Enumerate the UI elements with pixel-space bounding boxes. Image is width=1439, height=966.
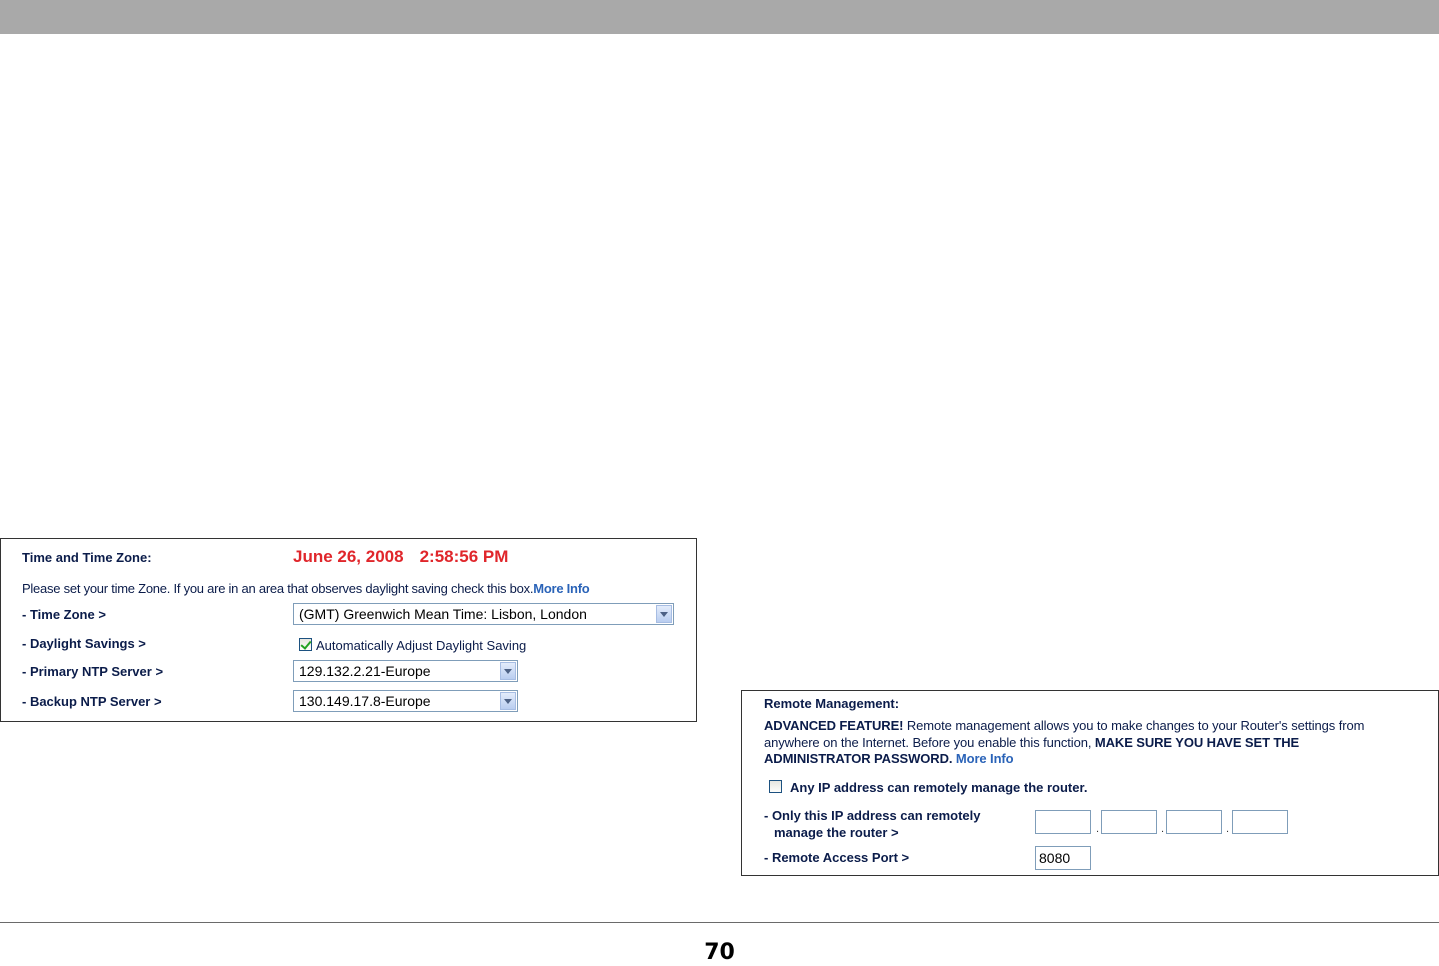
- remote-management-panel: [741, 690, 1439, 876]
- only-ip-label: [764, 807, 981, 841]
- current-time: 2:58:56 PM: [419, 547, 509, 566]
- description-line-2: anywhere on the Internet. Before you enable this function,: [764, 734, 1095, 750]
- any-ip-checkbox-label: Any IP address can remotely manage the router.: [790, 780, 1088, 795]
- time-zone-panel-title: Time and Time Zone:: [22, 550, 152, 565]
- remote-access-port-input[interactable]: 8080: [1035, 846, 1091, 870]
- primary-ntp-label: - Primary NTP Server >: [22, 664, 164, 679]
- ip-octet-2-input[interactable]: [1101, 810, 1157, 834]
- any-ip-checkbox[interactable]: [769, 780, 782, 793]
- time-zone-select[interactable]: [293, 603, 674, 625]
- time-zone-instruction: [22, 581, 589, 596]
- daylight-saving-checkbox[interactable]: [299, 638, 312, 651]
- current-datetime: [293, 547, 508, 567]
- advanced-feature-warning: ADVANCED FEATURE!: [764, 718, 904, 733]
- remote-access-port-label: - Remote Access Port >: [764, 850, 910, 865]
- backup-ntp-select[interactable]: [293, 690, 518, 712]
- only-ip-label-line-2: manage the router >: [774, 825, 899, 840]
- ip-octet-4-input[interactable]: [1232, 810, 1288, 834]
- remote-management-more-info-link[interactable]: More Info: [955, 751, 1014, 766]
- only-ip-label-line-1: - Only this IP address can remotely: [764, 808, 981, 823]
- primary-ntp-select[interactable]: [293, 660, 518, 682]
- ip-separator: .: [1161, 823, 1165, 835]
- backup-ntp-label: - Backup NTP Server >: [22, 694, 162, 709]
- time-zone-select-value: (GMT) Greenwich Mean Time: Lisbon, London: [299, 606, 587, 622]
- page-number: 70: [704, 940, 735, 965]
- ip-octet-3-input[interactable]: [1166, 810, 1222, 834]
- ip-separator: .: [1096, 823, 1100, 835]
- primary-ntp-select-value: 129.132.2.21-Europe: [299, 663, 431, 679]
- chevron-down-icon[interactable]: [500, 692, 516, 710]
- time-zone-more-info-link[interactable]: More Info: [533, 581, 590, 596]
- time-zone-panel: [0, 538, 697, 722]
- chevron-down-icon[interactable]: [656, 605, 672, 623]
- remote-management-description: [764, 718, 1364, 768]
- remote-management-title: Remote Management:: [764, 696, 900, 711]
- instruction-text: Please set your time Zone. If you are in an area that observes daylight saving check this box.: [22, 581, 534, 596]
- chevron-down-icon[interactable]: [500, 662, 516, 680]
- description-line-1: Remote management allows you to make changes to your Router's settings from: [903, 718, 1365, 733]
- header-bar: [0, 0, 1439, 34]
- password-warning-part-2: ADMINISTRATOR PASSWORD.: [764, 751, 953, 766]
- current-date: June 26, 2008: [293, 547, 404, 566]
- daylight-saving-checkbox-label: Automatically Adjust Daylight Saving: [316, 638, 527, 653]
- time-zone-label: - Time Zone >: [22, 607, 106, 622]
- backup-ntp-select-value: 130.149.17.8-Europe: [299, 693, 431, 709]
- footer-divider: [0, 922, 1439, 923]
- ip-separator: .: [1226, 823, 1230, 835]
- password-warning-part-1: MAKE SURE YOU HAVE SET THE: [1094, 734, 1300, 750]
- daylight-savings-label: - Daylight Savings >: [22, 636, 146, 651]
- ip-octet-1-input[interactable]: [1035, 810, 1091, 834]
